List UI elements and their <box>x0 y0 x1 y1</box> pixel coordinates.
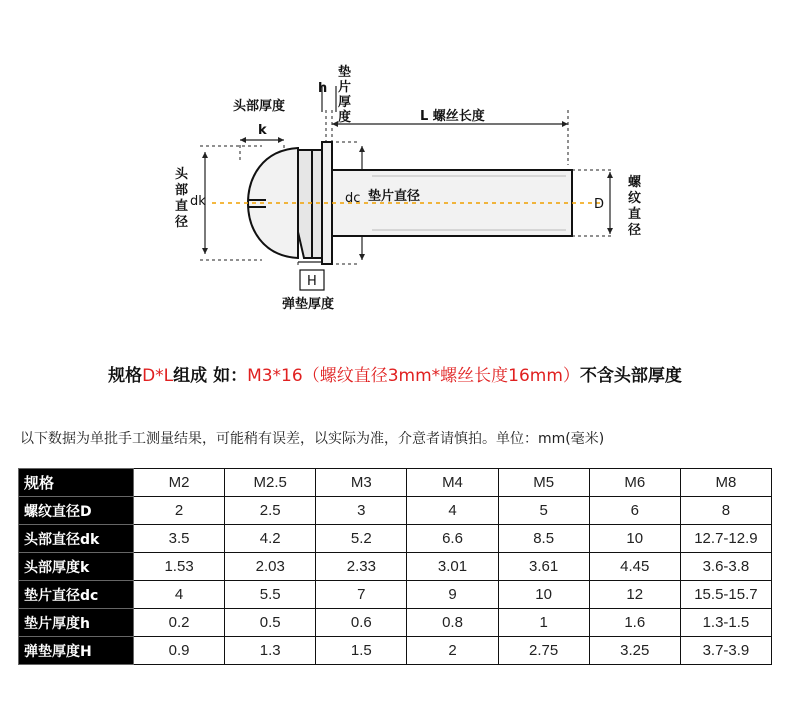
table-cell: 0.2 <box>134 609 225 637</box>
table-cell: 4 <box>134 581 225 609</box>
table-cell: 6.6 <box>407 525 498 553</box>
size-header-cell: M6 <box>589 469 680 497</box>
size-header-cell: M4 <box>407 469 498 497</box>
row-label: 头部厚度k <box>19 553 134 581</box>
spec-headline <box>0 361 790 386</box>
row-label: 垫片直径dc <box>19 581 134 609</box>
headline-compose: 组成 如： <box>173 366 248 386</box>
size-header-cell: M5 <box>498 469 589 497</box>
table-row <box>19 497 772 525</box>
label-thread-length: L 螺丝长度 <box>420 109 485 124</box>
label-washer-thickness-1: 垫 <box>338 65 352 80</box>
table-cell: 0.9 <box>134 637 225 665</box>
label-head-thickness: 头部厚度 <box>233 99 286 114</box>
label-D: D <box>594 197 605 212</box>
label-thread-diameter-1: 螺 <box>628 175 642 190</box>
size-header-cell: M2 <box>134 469 225 497</box>
table-cell: 2.75 <box>498 637 589 665</box>
label-dc: dc <box>345 191 361 206</box>
table-cell: 12.7-12.9 <box>680 525 771 553</box>
table-row <box>19 525 772 553</box>
table-row <box>19 609 772 637</box>
label-head-diameter-4: 径 <box>175 215 189 230</box>
headline-prefix: 规格 <box>108 366 143 386</box>
label-h: h <box>318 81 328 96</box>
table-cell: 4 <box>407 497 498 525</box>
table-cell: 8.5 <box>498 525 589 553</box>
table-row <box>19 637 772 665</box>
table-cell: 3 <box>316 497 407 525</box>
table-cell: 5 <box>498 497 589 525</box>
size-header-cell: M8 <box>680 469 771 497</box>
table-cell: 10 <box>589 525 680 553</box>
screw-diagram <box>0 0 790 340</box>
table-row <box>19 553 772 581</box>
label-head-diameter-3: 直 <box>175 199 189 214</box>
table-cell: 3.61 <box>498 553 589 581</box>
table-cell: 7 <box>316 581 407 609</box>
measurement-note: 以下数据为单批手工测量结果，可能稍有误差，以实际为准，介意者请慎拍。单位：mm(毫米) <box>20 431 605 447</box>
label-head-diameter-1: 头 <box>175 167 189 182</box>
table-cell: 9 <box>407 581 498 609</box>
table-cell: 5.2 <box>316 525 407 553</box>
table-cell: 3.7-3.9 <box>680 637 771 665</box>
size-header-cell: M3 <box>316 469 407 497</box>
table-cell: 2.5 <box>225 497 316 525</box>
label-washer-diameter: 垫片直径 <box>368 189 421 204</box>
table-cell: 2 <box>407 637 498 665</box>
table-cell: 1.3-1.5 <box>680 609 771 637</box>
label-washer-thickness-3: 厚 <box>338 95 352 110</box>
spec-table <box>18 468 772 665</box>
table-cell: 0.6 <box>316 609 407 637</box>
label-head-diameter-2: 部 <box>175 183 189 198</box>
table-cell: 6 <box>589 497 680 525</box>
table-cell: 3.6-3.8 <box>680 553 771 581</box>
table-cell: 12 <box>589 581 680 609</box>
table-cell: 15.5-15.7 <box>680 581 771 609</box>
table-cell: 1.5 <box>316 637 407 665</box>
table-cell: 4.45 <box>589 553 680 581</box>
table-cell: 0.8 <box>407 609 498 637</box>
label-spring-washer-thickness: 弹垫厚度 <box>282 297 335 312</box>
headline-example: M3*16（螺纹直径3mm*螺丝长度16mm） <box>247 366 580 386</box>
table-cell: 3.01 <box>407 553 498 581</box>
label-thread-diameter-4: 径 <box>628 223 642 238</box>
table-cell: 5.5 <box>225 581 316 609</box>
label-washer-thickness-4: 度 <box>338 110 352 125</box>
table-cell: 1.3 <box>225 637 316 665</box>
table-cell: 2 <box>134 497 225 525</box>
label-thread-diameter-3: 直 <box>628 207 642 222</box>
table-cell: 3.25 <box>589 637 680 665</box>
label-washer-thickness-2: 片 <box>338 80 352 95</box>
label-dk: dk <box>190 194 206 209</box>
table-cell: 4.2 <box>225 525 316 553</box>
table-cell: 1.6 <box>589 609 680 637</box>
label-H: H <box>307 274 317 289</box>
table-cell: 1.53 <box>134 553 225 581</box>
headline-suffix: 不含头部厚度 <box>579 366 682 386</box>
label-k: k <box>258 123 267 138</box>
table-cell: 0.5 <box>225 609 316 637</box>
table-cell: 2.33 <box>316 553 407 581</box>
row-label: 垫片厚度h <box>19 609 134 637</box>
row-label: 规格 <box>19 469 134 497</box>
row-label: 弹垫厚度H <box>19 637 134 665</box>
table-header-row <box>19 469 772 497</box>
table-cell: 10 <box>498 581 589 609</box>
table-row <box>19 581 772 609</box>
table-cell: 1 <box>498 609 589 637</box>
row-label: 头部直径dk <box>19 525 134 553</box>
table-cell: 3.5 <box>134 525 225 553</box>
label-thread-diameter-2: 纹 <box>628 191 642 206</box>
table-cell: 2.03 <box>225 553 316 581</box>
table-cell: 8 <box>680 497 771 525</box>
row-label: 螺纹直径D <box>19 497 134 525</box>
size-header-cell: M2.5 <box>225 469 316 497</box>
headline-dl: D*L <box>142 366 174 386</box>
